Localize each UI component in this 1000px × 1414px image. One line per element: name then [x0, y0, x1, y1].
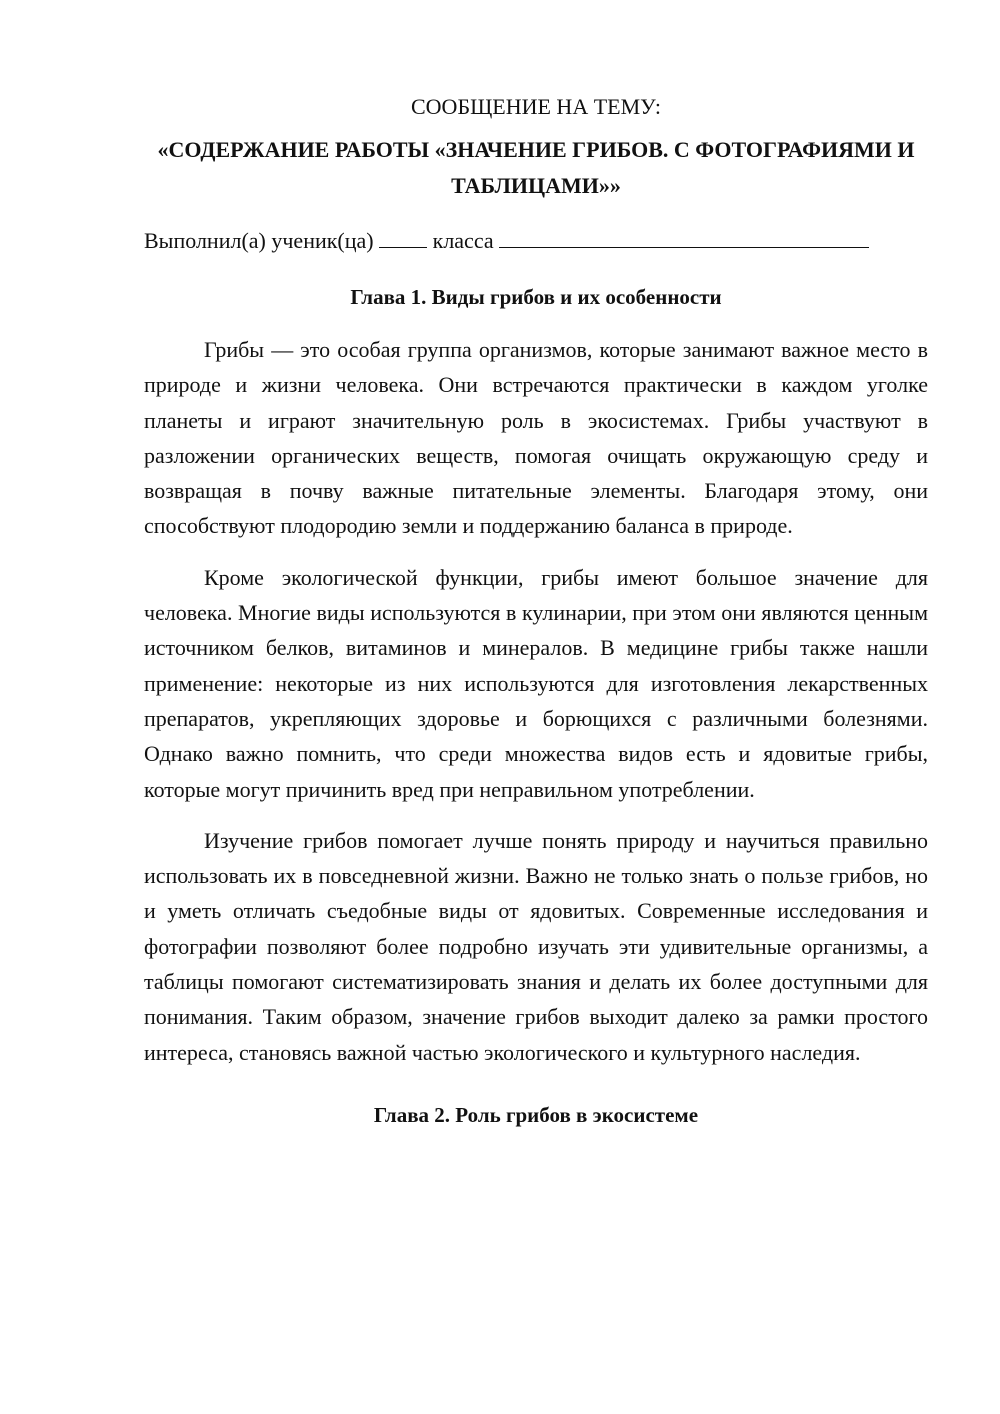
document-content	[144, 92, 928, 1130]
class-number-blank	[379, 227, 427, 248]
paragraph: Кроме экологической функции, грибы имеют большое значение для человека. Многие виды используются в кулинарии, при этом они являются ценным источником белков, витаминов и минералов. В медицине грибы также нашли применение: некоторые из них используются для изготовления лекарственных препаратов, укрепляющих здоровье и борющихся с различными болезнями. Однако важно помнить, что среди множества видов есть и ядовитые грибы, которые могут причинить вред при неправильном употреблении.	[144, 564, 928, 802]
chapter-2-heading: Глава 2. Роль грибов в экосистеме	[373, 1102, 699, 1127]
student-name-blank	[499, 227, 869, 248]
author-line	[144, 226, 928, 256]
document-header: СООБЩЕНИЕ НА ТЕМУ:	[411, 94, 661, 119]
class-label: класса	[432, 228, 494, 253]
paragraph: Грибы — это особая группа организмов, которые занимают важное место в природе и жизни человека. Они встречаются практически в каждом уголке планеты и играют значительную роль в экосистемах. Грибы участвуют в разложении органических веществ, помогая очищать окружающую среду и возвращая в почву важные питательные элементы. Благодаря этому, они способствуют плодородию земли и поддержанию баланса в природе.	[144, 337, 928, 539]
author-label: Выполнил(а) ученик(ца)	[144, 228, 374, 253]
document-title: «СОДЕРЖАНИЕ РАБОТЫ «ЗНАЧЕНИЕ ГРИБОВ. С ФОТОГРАФИЯМИ И ТАБЛИЦАМИ»»	[157, 137, 915, 198]
paragraph: Изучение грибов помогает лучше понять природу и научиться правильно использовать их в повседневной жизни. Важно не только знать о пользе грибов, но и уметь отличать съедобные виды от ядовитых. Современные исследования и фотографии позволяют более подробно изучать эти удивительные организмы, а таблицы помогают систематизировать знания и делать их более доступными для понимания. Таким образом, значение грибов выходит далеко за рамки простого интереса, становясь важной частью экологического и культурного наследия.	[144, 827, 928, 1065]
chapter-1-heading: Глава 1. Виды грибов и их особенности	[350, 285, 722, 309]
